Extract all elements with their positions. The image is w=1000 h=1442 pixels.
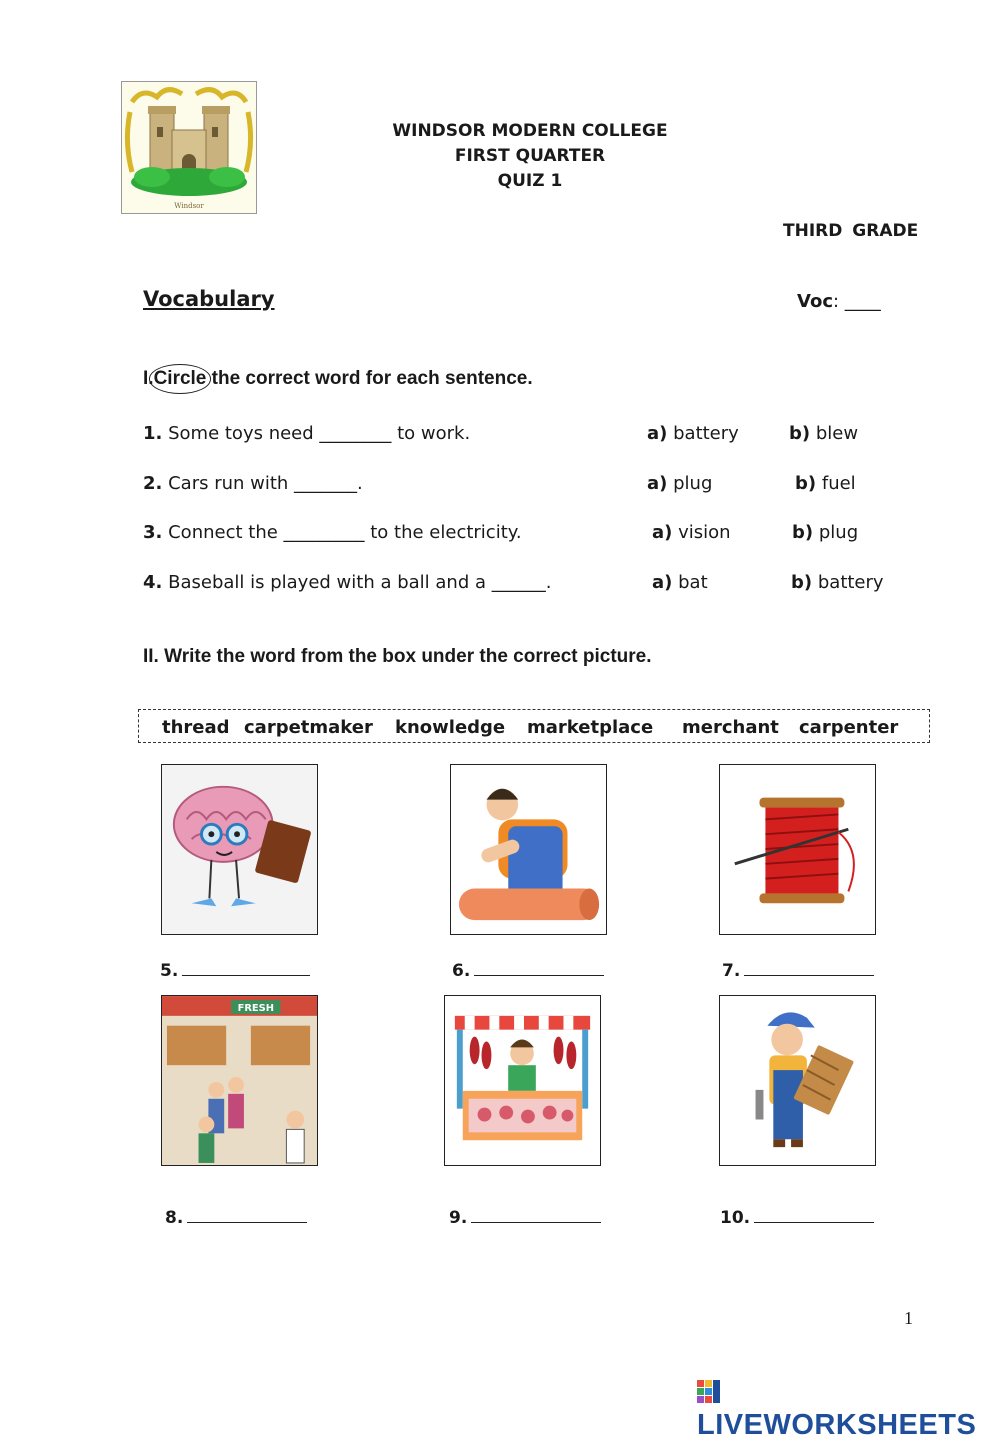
option-4a[interactable]: a) bat bbox=[652, 572, 708, 593]
voc-score bbox=[797, 291, 881, 312]
option-1b[interactable]: b) blew bbox=[789, 423, 859, 444]
svg-text:FRESH: FRESH bbox=[237, 1002, 275, 1014]
option-2b[interactable]: b) fuel bbox=[795, 473, 856, 494]
picture-10 bbox=[719, 995, 876, 1166]
option-2a[interactable]: a) plug bbox=[647, 473, 713, 494]
voc-score-label: Voc bbox=[797, 291, 833, 312]
school-logo bbox=[121, 81, 257, 214]
liveworksheets-logo-icon bbox=[697, 1380, 721, 1404]
picture-7 bbox=[719, 764, 876, 935]
section-2-title: II. Write the word from the box under the correct picture. bbox=[143, 646, 652, 667]
brain-reading-icon bbox=[162, 765, 317, 934]
section-1-instruction: the correct word for each sentence. bbox=[211, 368, 533, 389]
market-icon bbox=[162, 996, 317, 1165]
answer-7[interactable]: 7. bbox=[722, 961, 874, 981]
vocabulary-title: Vocabulary bbox=[143, 287, 275, 311]
option-4b[interactable]: b) battery bbox=[791, 572, 884, 593]
carpenter-icon bbox=[720, 996, 875, 1165]
option-3a[interactable]: a) vision bbox=[652, 522, 731, 543]
picture-5 bbox=[161, 764, 318, 935]
word-bank-item[interactable]: merchant bbox=[682, 717, 779, 738]
school-name: WINDSOR MODERN COLLEGE bbox=[392, 121, 668, 141]
word-bank-item[interactable]: carpetmaker bbox=[244, 717, 373, 738]
page-number: 1 bbox=[904, 1308, 913, 1328]
word-bank-item[interactable]: thread bbox=[162, 717, 230, 738]
picture-8 bbox=[161, 995, 318, 1166]
voc-score-blank[interactable]: : ____ bbox=[832, 291, 881, 312]
word-bank-item[interactable]: marketplace bbox=[527, 717, 654, 738]
option-1a[interactable]: a) battery bbox=[647, 423, 739, 444]
answer-5[interactable]: 5. bbox=[160, 961, 310, 981]
brand-label: LIVEWORKSHEETS bbox=[697, 1409, 977, 1441]
grade-label: THIRD GRADE bbox=[783, 221, 919, 241]
answer-6[interactable]: 6. bbox=[452, 961, 604, 981]
answer-9[interactable]: 9. bbox=[449, 1208, 601, 1228]
castle-icon bbox=[122, 82, 256, 213]
section-1-prefix: I. bbox=[143, 368, 154, 389]
word-bank-item[interactable]: knowledge bbox=[395, 717, 506, 738]
picture-6 bbox=[450, 764, 607, 935]
question-3: 3. Connect the _________ to the electricity. bbox=[143, 522, 522, 543]
carpet-maker-icon bbox=[451, 765, 606, 934]
circle-word: Circle bbox=[153, 368, 207, 389]
thread-spool-icon bbox=[720, 765, 875, 934]
section-1-title bbox=[143, 368, 533, 390]
question-4: 4. Baseball is played with a ball and a ______. bbox=[143, 572, 552, 593]
merchant-icon bbox=[445, 996, 600, 1165]
svg-text:Windsor: Windsor bbox=[174, 202, 204, 210]
question-1: 1. Some toys need ________ to work. bbox=[143, 423, 471, 444]
answer-10[interactable]: 10. bbox=[720, 1208, 874, 1228]
word-bank-item[interactable]: carpenter bbox=[799, 717, 899, 738]
liveworksheets-brand[interactable] bbox=[697, 1376, 1000, 1442]
quarter-label: FIRST QUARTER bbox=[454, 146, 606, 166]
question-2: 2. Cars run with _______. bbox=[143, 473, 363, 494]
picture-9 bbox=[444, 995, 601, 1166]
option-3b[interactable]: b) plug bbox=[792, 522, 859, 543]
quiz-label: QUIZ 1 bbox=[497, 171, 563, 191]
answer-8[interactable]: 8. bbox=[165, 1208, 307, 1228]
